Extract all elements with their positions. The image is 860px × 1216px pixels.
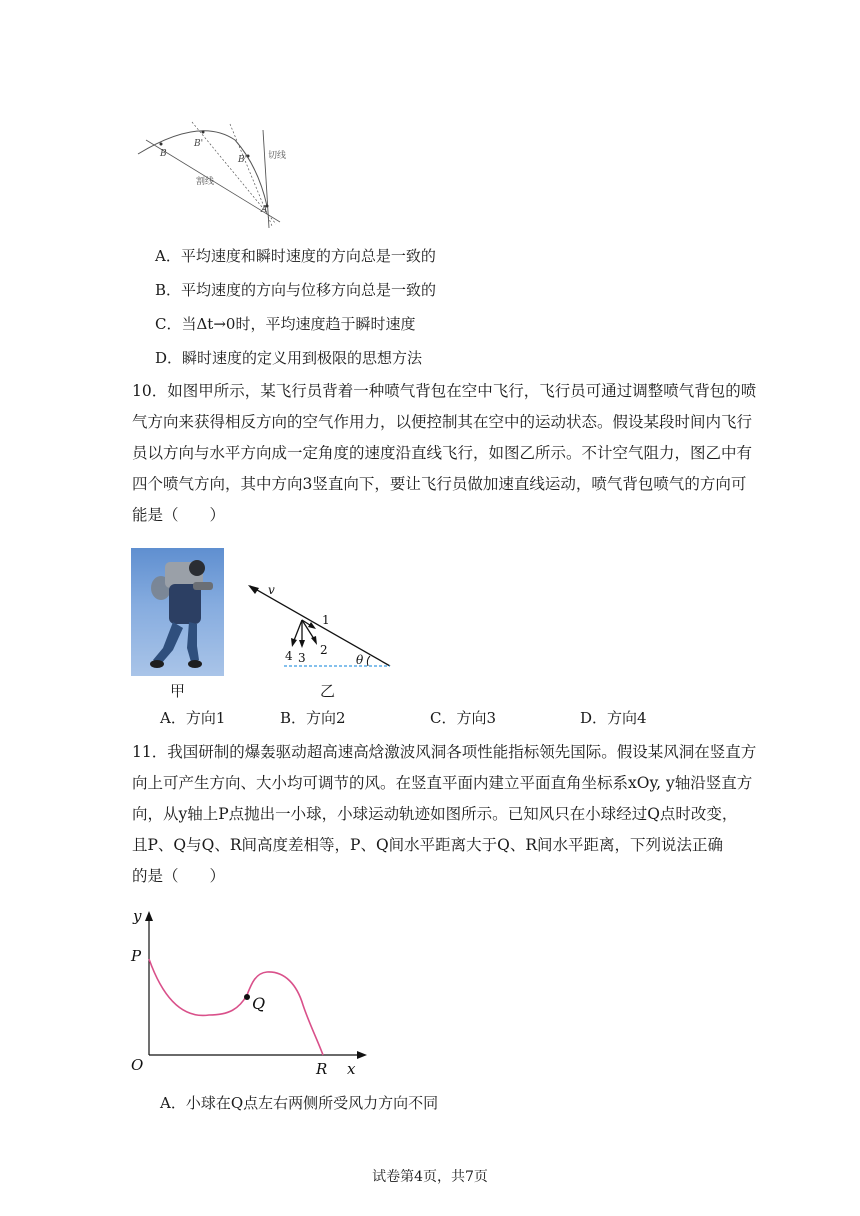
label-secant: 割线 xyxy=(196,177,215,187)
x-axis-arrow xyxy=(357,1051,367,1059)
q9-secant-tangent-figure xyxy=(130,118,300,230)
arrow-3-head xyxy=(299,640,305,648)
velocity-arrowhead xyxy=(248,585,259,594)
q10-line-2: 气方向来获得相反方向的空气作用力，以便控制其在空中的运动状态。假设某段时间内飞行 xyxy=(132,413,753,431)
label-b1: B' xyxy=(194,139,204,149)
point-b1 xyxy=(202,131,205,134)
page-footer: 试卷第4页，共7页 xyxy=(372,1169,488,1185)
q10-line-4: 四个喷气方向，其中方向3竖直向下，要让飞行员做加速直线运动，喷气背包喷气的方向可 xyxy=(132,475,747,493)
label-a: A xyxy=(261,205,268,215)
q11-option-a: A．小球在Q点左右两侧所受风力方向不同 xyxy=(160,1094,439,1112)
q10-option-a: A．方向1 xyxy=(160,709,226,727)
q10-stem xyxy=(132,376,757,531)
label-direction-2: 2 xyxy=(320,643,328,657)
label-y: y xyxy=(133,907,142,925)
q11-line-3: 向，从y轴上P点抛出一小球，小球运动轨迹如图所示。已知风只在小球经过Q点时改变， xyxy=(132,805,738,823)
label-q: Q xyxy=(252,994,266,1013)
caption-yi: 乙 xyxy=(320,682,336,700)
q9-option-c: C．当Δt→0时，平均速度趋于瞬时速度 xyxy=(155,315,416,333)
q11-stem xyxy=(132,737,757,892)
q11-line-1: 11．我国研制的爆轰驱动超高速高焓激波风洞各项性能指标领先国际。假设某风洞在竖直方 xyxy=(132,743,757,761)
q11-line-2: 向上可产生方向、大小均可调节的风。在竖直平面内建立平面直角坐标系xOy, y轴沿竖直方 xyxy=(132,774,753,792)
arrow-4-head xyxy=(291,638,297,647)
trajectory-curve xyxy=(149,959,323,1055)
angle-arc xyxy=(367,656,370,666)
label-b2: B" xyxy=(238,155,249,165)
q11-trajectory-figure xyxy=(125,905,375,1080)
arrow-2-head xyxy=(311,636,317,645)
label-r: R xyxy=(316,1060,328,1078)
label-tangent: 切线 xyxy=(268,151,287,161)
label-direction-1: 1 xyxy=(322,613,330,627)
q10-option-d: D．方向4 xyxy=(580,709,647,727)
point-q xyxy=(244,994,250,1000)
label-o: O xyxy=(131,1056,144,1074)
point-b xyxy=(160,143,163,146)
q9-option-d: D．瞬时速度的定义用到极限的思想方法 xyxy=(155,349,423,367)
label-b: B xyxy=(160,149,167,159)
label-p: P xyxy=(131,947,142,965)
jetpack-photo xyxy=(131,548,224,676)
q10-line-1: 10．如图甲所示，某飞行员背着一种喷气背包在空中飞行，飞行员可通过调整喷气背包的喷 xyxy=(132,382,757,400)
label-v: v xyxy=(268,583,275,597)
y-axis-arrow xyxy=(145,911,153,921)
q10-direction-figure xyxy=(240,580,400,672)
q9-option-a: A．平均速度和瞬时速度的方向总是一致的 xyxy=(155,247,436,265)
label-direction-4: 4 xyxy=(285,649,293,663)
q10-line-5: 能是（ ） xyxy=(132,506,226,524)
q11-line-5: 的是（ ） xyxy=(132,867,226,885)
q10-option-b: B．方向2 xyxy=(280,709,346,727)
q11-line-4: 且P、Q与Q、R间高度差相等，P、Q间水平距离大于Q、R间水平距离，下列说法正确 xyxy=(132,836,724,854)
label-direction-3: 3 xyxy=(298,651,306,665)
label-theta: θ xyxy=(356,653,364,667)
caption-jia: 甲 xyxy=(170,682,186,700)
q10-option-c: C．方向3 xyxy=(430,709,497,727)
label-x: x xyxy=(347,1060,356,1078)
q10-line-3: 员以方向与水平方向成一定角度的速度沿直线飞行，如图乙所示。不计空气阻力，图乙中有 xyxy=(132,444,753,462)
q9-option-b: B．平均速度的方向与位移方向总是一致的 xyxy=(155,281,437,299)
